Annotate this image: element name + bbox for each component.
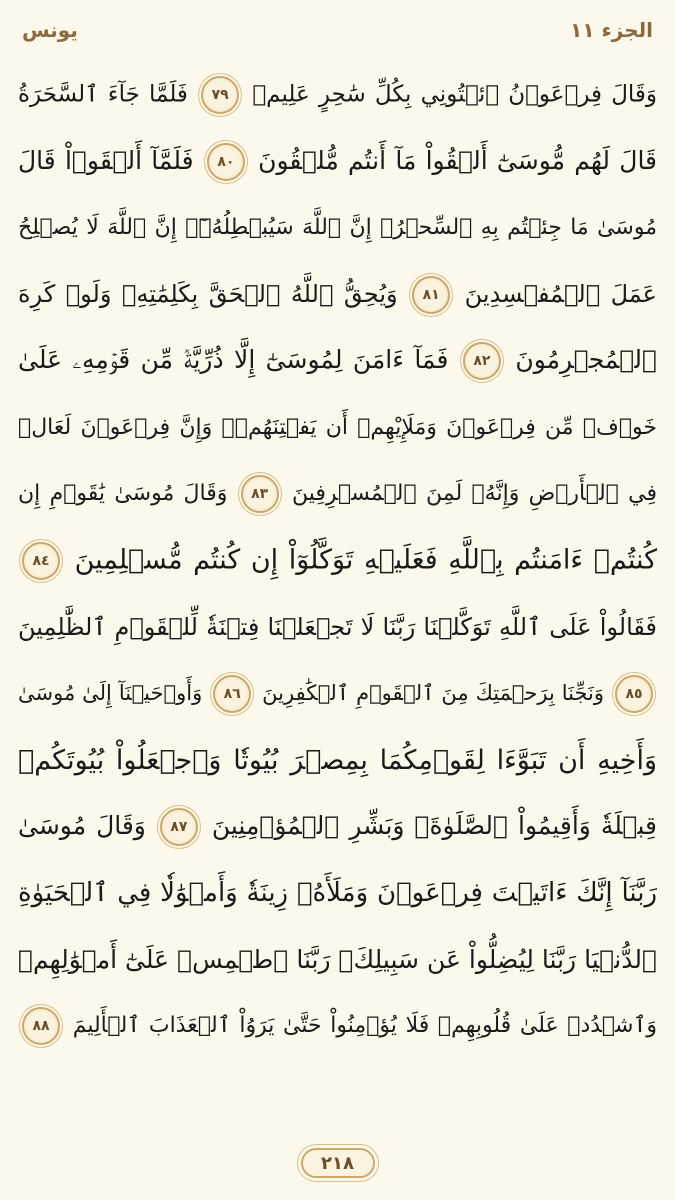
verse-text: قَالَ لَهُم مُّوسَىٰٓ أَلۡقُواْ مَآ أَنتُم مُّلۡقُونَ	[258, 145, 657, 175]
verse-text: ٱلۡمُجۡرِمُونَ	[515, 345, 657, 375]
line-content	[18, 475, 657, 513]
verse-text: فَمَآ ءَامَنَ لِمُوسَىٰٓ إِلَّا ذُرِّيَّةٞ مِّن قَوۡمِهِۦ عَلَىٰ	[18, 345, 449, 375]
text-line	[18, 395, 657, 462]
juz-label: الجزء ١١	[570, 18, 653, 42]
verse-text: قِبۡلَةٗ وَأَقِيمُواْ ٱلصَّلَوٰةَۗ وَبَشِّرِ ٱلۡمُؤۡمِنِينَ	[211, 810, 657, 840]
line-content	[18, 1007, 657, 1045]
ayah-number-marker: ٨٤	[22, 542, 60, 580]
text-line	[18, 129, 657, 196]
verse-text: فِي ٱلۡأَرۡضِ وَإِنَّهُۥ لَمِنَ ٱلۡمُسۡرِفِينَ	[292, 481, 657, 507]
ayah-number-marker: ٨٣	[241, 475, 279, 513]
verse-text: وَٱشۡدُدۡ عَلَىٰ قُلُوبِهِمۡ فَلَا يُؤۡمِنُواْ حَتَّىٰ يَرَوُاْ ٱلۡعَذَابَ ٱلۡأَلِيمَ	[72, 1013, 657, 1039]
page-header	[0, 0, 675, 60]
line-content	[18, 414, 657, 440]
ayah-number-marker: ٨١	[412, 276, 450, 314]
line-content	[18, 276, 657, 314]
text-line	[18, 661, 657, 728]
page-footer	[0, 1148, 675, 1178]
verse-text: فَقَالُواْ عَلَى ٱللَّهِ تَوَكَّلۡنَا رَبَّنَا لَا تَجۡعَلۡنَا فِتۡنَةٗ لِّلۡقَوۡمِ ٱلظَّٰلِمِينَ	[18, 613, 657, 642]
line-content	[18, 342, 657, 380]
quran-page-text	[0, 62, 675, 1137]
line-content	[18, 613, 657, 642]
ayah-number-marker: ٨٦	[213, 675, 251, 713]
verse-text: خَوۡفٖ مِّن فِرۡعَوۡنَ وَمَلَإِيْهِمۡ أَن يَفۡتِنَهُمۡۚ وَإِنَّ فِرۡعَوۡنَ لَعَالٖ	[18, 414, 657, 440]
text-line	[18, 860, 657, 927]
verse-text: وَأَخِيهِ أَن تَبَوَّءَا لِقَوۡمِكُمَا بِمِصۡرَ بُيُوتٗا وَٱجۡعَلُواْ بُيُوتَكُمۡ	[18, 744, 657, 776]
verse-text: وَقَالَ مُوسَىٰ يَٰقَوۡمِ إِن	[18, 481, 228, 507]
ayah-number-marker: ٨٧	[160, 808, 198, 846]
verse-text: فَلَمَّآ أَلۡقَوۡاْ قَالَ	[18, 145, 194, 175]
ayah-number-marker: ٧٩	[201, 76, 239, 114]
verse-text: ٱلدُّنۡيَا رَبَّنَا لِيُضِلُّواْ عَن سَبِيلِكَۖ رَبَّنَا ٱطۡمِسۡ عَلَىٰٓ أَمۡوَٰلِهِمۡ	[18, 945, 657, 975]
ayah-number-marker: ٨٢	[463, 342, 501, 380]
text-line	[18, 62, 657, 129]
text-line	[18, 927, 657, 994]
text-line	[18, 262, 657, 329]
verse-text: وَيُحِقُّ ٱللَّهُ ٱلۡحَقَّ بِكَلِمَٰتِهِۦ وَلَوۡ كَرِهَ	[18, 279, 398, 308]
verse-text: وَقَالَ مُوسَىٰ	[18, 810, 146, 840]
line-content	[18, 945, 657, 975]
text-line	[18, 594, 657, 661]
line-content	[18, 808, 657, 846]
line-content	[18, 217, 657, 239]
text-line	[18, 794, 657, 861]
surah-name: يونس	[22, 18, 78, 42]
line-content	[18, 878, 657, 909]
verse-text: كُنتُمۡ ءَامَنتُم بِٱللَّهِ فَعَلَيۡهِ تَوَكَّلُوٓاْ إِن كُنتُم مُّسۡلِمِينَ	[74, 544, 657, 576]
verse-text: وَقَالَ فِرۡعَوۡنُ ٱئۡتُونِي بِكُلِّ سَٰحِرٍ عَلِيمٖ	[252, 81, 657, 108]
verse-text: وَنَجِّنَا بِرَحۡمَتِكَ مِنَ ٱلۡقَوۡمِ ٱلۡكَٰفِرِينَ	[262, 680, 605, 705]
ayah-number-marker: ٨٠	[207, 143, 245, 181]
line-content	[18, 675, 657, 713]
text-line	[18, 528, 657, 595]
text-line	[18, 195, 657, 262]
text-line	[18, 727, 657, 794]
ayah-number-marker: ٨٥	[615, 675, 653, 713]
line-content	[18, 143, 657, 181]
verse-text: مُوسَىٰ مَا جِئۡتُم بِهِ ٱلسِّحۡرُۖ إِنَّ ٱللَّهَ سَيُبۡطِلُهُۥٓۖ إِنَّ ٱللَّهَ لَا يُصۡلِحُ	[18, 215, 657, 241]
verse-text: عَمَلَ ٱلۡمُفۡسِدِينَ	[464, 279, 657, 308]
text-line	[18, 461, 657, 528]
text-line	[18, 328, 657, 395]
text-line	[18, 993, 657, 1060]
verse-text: رَبَّنَآ إِنَّكَ ءَاتَيۡتَ فِرۡعَوۡنَ وَمَلَأَهُۥ زِينَةٗ وَأَمۡوَٰلٗا فِي ٱلۡحَيَوٰةِ	[18, 878, 657, 909]
line-content	[18, 76, 657, 114]
line-content	[18, 744, 657, 776]
page-number: ٢١٨	[301, 1148, 375, 1178]
line-content	[18, 542, 657, 580]
ayah-number-marker: ٨٨	[22, 1007, 60, 1045]
verse-text: فَلَمَّا جَآءَ ٱلسَّحَرَةُ	[18, 81, 188, 108]
verse-text: وَأَوۡحَيۡنَآ إِلَىٰ مُوسَىٰ	[18, 680, 203, 705]
